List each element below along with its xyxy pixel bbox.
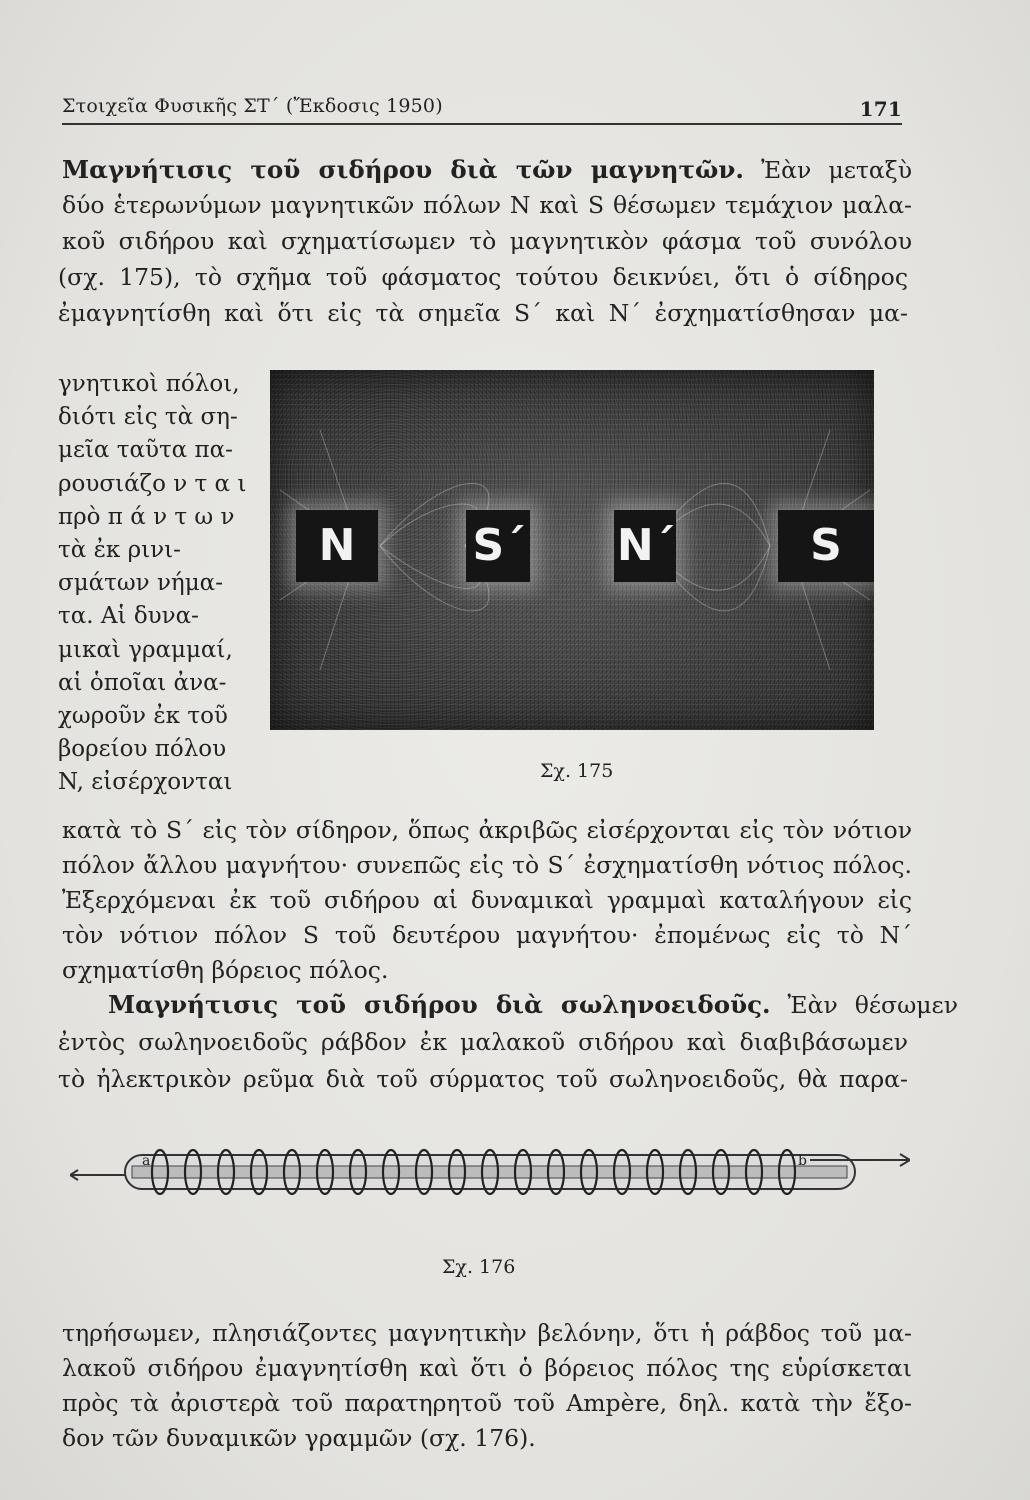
paragraph-line: δύο ἑτερωνύμων μαγνητικῶν πόλων N καὶ S θέσωμεν τεμάχιον μαλα- (62, 191, 912, 219)
running-title: Στοιχεῖα Φυσικῆς ΣΤ΄ (Ἔκδοσις 1950) (62, 95, 443, 117)
figure-176-caption: Σχ. 176 (442, 1256, 516, 1278)
section1-first-line-rest: Ἐὰν μεταξὺ (761, 156, 912, 184)
paragraph-line: ἐντὸς σωληνοειδοῦς ράβδον ἐκ μαλακοῦ σιδήρου καὶ διαβιβάσωμεν (58, 1028, 908, 1056)
pole-s-prime: S΄ (466, 510, 530, 582)
wrapped-line: ρουσιάζο ν τ α ι (58, 470, 247, 497)
solenoid-diagram (70, 1138, 910, 1208)
paragraph-line: (σχ. 175), τὸ σχῆμα τοῦ φάσματος τούτου δεικνύει, ὅτι ὁ σίδηρος (58, 263, 908, 291)
section2-heading: Μαγνήτισις τοῦ σιδήρου διὰ σωληνοειδοῦς. (108, 990, 771, 1019)
wrapped-line: χωροῦν ἐκ τοῦ (58, 703, 228, 730)
paragraph-line: κοῦ σιδήρου καὶ σχηματίσωμεν τὸ μαγνητικὸν φάσμα τοῦ συνόλου (62, 227, 912, 255)
paragraph-line: δον τῶν δυναμικῶν γραμμῶν (σχ. 176). (62, 1424, 536, 1452)
paragraph-line: τηρήσωμεν, πλησιάζοντες μαγνητικὴν βελόνην, ὅτι ἡ ράβδος τοῦ μα- (62, 1319, 912, 1347)
section1-heading: Μαγνήτισις τοῦ σιδήρου διὰ τῶν μαγνητῶν. (62, 155, 744, 184)
paragraph-line: Ἐξερχόμεναι ἐκ τοῦ σιδήρου αἱ δυναμικαὶ γραμμαὶ καταλήγουν εἰς (62, 886, 912, 914)
wrapped-line: μικαὶ γραμμαί, (58, 636, 233, 663)
paragraph-line: τὸ ἠλεκτρικὸν ρεῦμα διὰ τοῦ σύρματος τοῦ σωληνοειδοῦς, θὰ παρα- (58, 1065, 908, 1093)
paragraph-line: κατὰ τὸ S΄ εἰς τὸν σίδηρον, ὅπως ἀκριβῶς εἰσέρχονται εἰς τὸν νότιον (62, 816, 912, 844)
wrapped-line: μεῖα ταῦτα πα- (58, 437, 233, 464)
wrapped-line: σμάτων νήμα- (58, 570, 223, 597)
figure-175-caption: Σχ. 175 (540, 760, 614, 782)
paragraph-line: πρὸς τὰ ἀριστερὰ τοῦ παρατηρητοῦ τοῦ Ampère, δηλ. κατὰ τὴν ἔξο- (62, 1389, 912, 1417)
section2-first-line-rest: Ἐὰν θέσωμεν (787, 991, 958, 1019)
wrapped-line: διότι εἰς τὰ ση- (58, 404, 238, 431)
paragraph-line: λακοῦ σιδήρου ἐμαγνητίσθη καὶ ὅτι ὁ βόρειος πόλος της εὑρίσκεται (62, 1354, 912, 1382)
page-header (62, 95, 902, 125)
pole-n: N (296, 510, 378, 582)
label-a: a (142, 1153, 151, 1169)
wrapped-line: τὰ ἐκ ρινι- (58, 537, 181, 564)
pole-s: S (778, 510, 874, 582)
label-b: b (798, 1153, 807, 1169)
wrapped-line: αἱ ὁποῖαι ἀνα- (58, 669, 227, 696)
magnetic-field-photo (270, 370, 874, 730)
wrapped-line: γνητικοὶ πόλοι, (58, 371, 240, 397)
paragraph-line: σχηματίσθη βόρειος πόλος. (62, 956, 389, 984)
wrapped-line: βορείου πόλου (58, 736, 227, 763)
wrapped-line: N, εἰσέρχονται (58, 769, 233, 796)
wrapped-line: τα. Αἱ δυνα- (58, 603, 199, 630)
page-number: 171 (859, 97, 902, 121)
paragraph-line: τὸν νότιον πόλον S τοῦ δευτέρου μαγνήτου· ἐπομένως εἰς τὸ N΄ (62, 921, 912, 949)
pole-n-prime: N΄ (614, 510, 676, 582)
paragraph-line: πόλον ἄλλου μαγνήτου· συνεπῶς εἰς τὸ S΄ ἐσχηματίσθη νότιος πόλος. (62, 851, 912, 879)
wrapped-text-column (58, 368, 248, 800)
section1-first-line (62, 155, 912, 185)
solenoid-drawing (70, 1138, 910, 1208)
wrapped-line: πρὸ π ά ν τ ω ν (58, 503, 235, 530)
paragraph-line: ἐμαγνητίσθη καὶ ὅτι εἰς τὰ σημεῖα S΄ καὶ N΄ ἐσχηματίσθησαν μα- (58, 299, 908, 327)
section2-first-line (108, 990, 958, 1020)
